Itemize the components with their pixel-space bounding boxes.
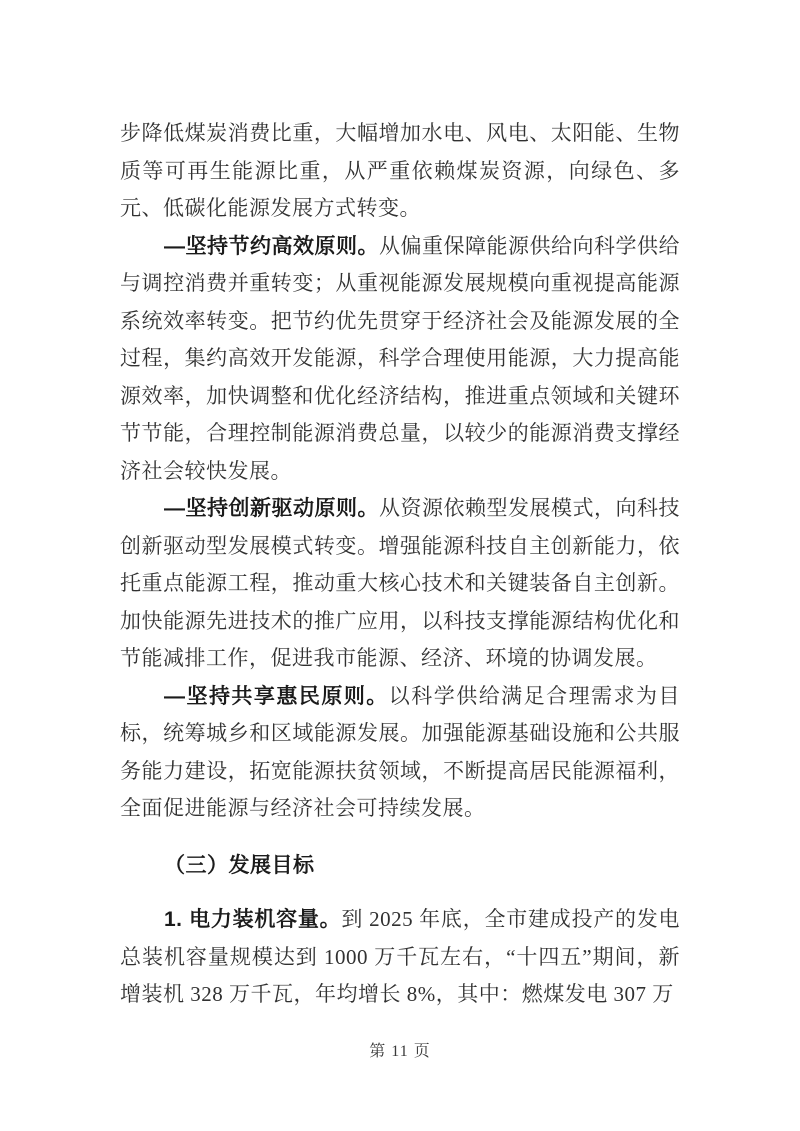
paragraph-lead: —坚持创新驱动原则。 <box>164 497 379 520</box>
page-number: 第 11 页 <box>369 1043 431 1060</box>
paragraph-principle-innovation <box>120 490 680 678</box>
paragraph-principle-sharing <box>120 678 680 828</box>
paragraph-principle-efficiency <box>120 228 680 491</box>
paragraph-text: 到 2025 年底，全市建成投产的发电总装机容量规模达到 1000 万千瓦左右，“十四五”期间，新增装机 328 万千瓦，年均增长 8%，其中：燃煤发电 307 万 <box>120 907 680 1006</box>
document-body <box>120 115 680 1014</box>
paragraph-text: 从偏重保障能源供给向科学供给与调控消费并重转变；从重视能源发展规模向重视提高能源系统效率转变。把节约优先贯穿于经济社会及能源发展的全过程，集约高效开发能源，科学合理使用能源，大力提高能源效率，加快调整和优化经济结构，推进重点领域和关键环节节能，合理控制能源消费总量，以较少的能源消费支撑经济社会较快发展。 <box>120 233 680 483</box>
paragraph-lead: —坚持节约高效原则。 <box>164 234 379 258</box>
paragraph-continuation <box>120 115 680 228</box>
section-heading-development-goals: （三）发展目标 <box>164 853 315 877</box>
paragraph-text: 以科学供给满足合理需求为目标，统筹城乡和区域能源发展。加强能源基础设施和公共服务能力建设，拓宽能源扶贫领域，不断提高居民能源福利，全面促进能源与经济社会可持续发展。 <box>120 683 681 820</box>
paragraph-text: 步降低煤炭消费比重，大幅增加水电、风电、太阳能、生物质等可再生能源比重，从严重依赖煤炭资源，向绿色、多元、低碳化能源发展方式转变。 <box>120 121 680 220</box>
paragraph-lead: —坚持共享惠民原则。 <box>164 684 389 708</box>
paragraph-text: 从资源依赖型发展模式，向科技创新驱动型发展模式转变。增强能源科技自主创新能力，依托重点能源工程，推动重大核心技术和关键装备自主创新。加快能源先进技术的推广应用，以科技支撑能源结构优化和节能减排工作，促进我市能源、经济、环境的协调发展。 <box>120 496 680 670</box>
paragraph-lead: 1. 电力装机容量。 <box>164 908 342 931</box>
paragraph-power-capacity-goal <box>120 901 680 1014</box>
